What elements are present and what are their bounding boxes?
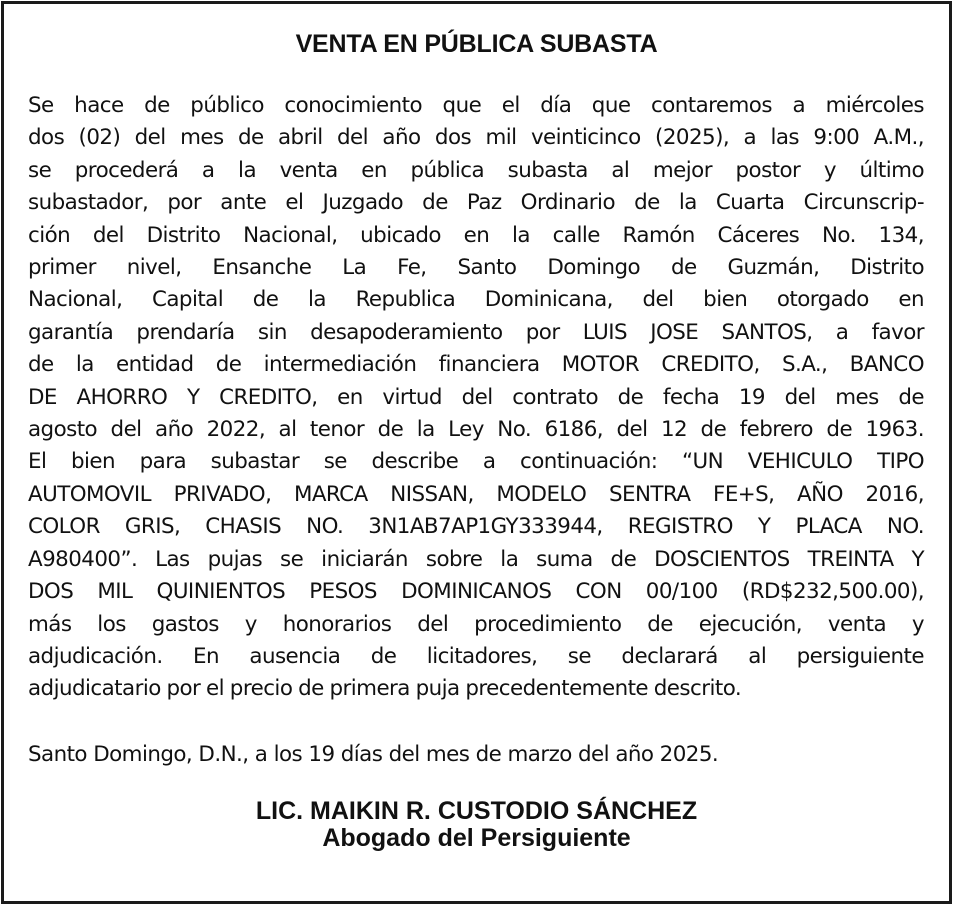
notice-body-line: dos (02) del mes de abril del año dos mil veinticinco (2025), a las 9:00 A.M., xyxy=(28,125,924,151)
notice-date-line: Santo Domingo, D.N., a los 19 días del mes de marzo del año 2025. xyxy=(28,742,719,767)
legal-notice-frame xyxy=(1,1,952,904)
notice-body-line: A980400”. Las pujas se iniciarán sobre la suma de DOSCIENTOS TREINTA Y xyxy=(28,546,924,572)
notice-body-line: adjudicatario por el precio de primera puja precedentemente descrito. xyxy=(28,676,742,702)
notice-body-line: Se hace de público conocimiento que el día que contaremos a miércoles xyxy=(28,93,924,118)
signature-name: LIC. MAIKIN R. CUSTODIO SÁNCHEZ xyxy=(255,797,698,825)
notice-body-line: AUTOMOVIL PRIVADO, MARCA NISSAN, MODELO SENTRA FE+S, AÑO 2016, xyxy=(28,481,924,507)
notice-body-line: garantía prendaría sin desapoderamiento por LUIS JOSE SANTOS, a favor xyxy=(28,319,924,345)
notice-body-line: agosto del año 2022, al tenor de la Ley No. 6186, del 12 de febrero de 1963. xyxy=(28,417,924,443)
notice-body-line: ción del Distrito Nacional, ubicado en la calle Ramón Cáceres No. 134, xyxy=(28,222,924,248)
notice-body-line: COLOR GRIS, CHASIS NO. 3N1AB7AP1GY333944, REGISTRO Y PLACA NO. xyxy=(28,514,924,540)
notice-body-line: de la entidad de intermediación financiera MOTOR CREDITO, S.A., BANCO xyxy=(28,352,924,378)
notice-body-line: primer nivel, Ensanche La Fe, Santo Domingo de Guzmán, Distrito xyxy=(28,255,924,281)
notice-body-line: DE AHORRO Y CREDITO, en virtud del contrato de fecha 19 del mes de xyxy=(28,384,924,410)
notice-title: VENTA EN PÚBLICA SUBASTA xyxy=(295,30,658,58)
notice-body xyxy=(28,90,924,706)
notice-body-line: adjudicación. En ausencia de licitadores, se declarará al persiguiente xyxy=(28,643,924,669)
notice-body-line: DOS MIL QUINIENTOS PESOS DOMINICANOS CON 00/100 (RD$232,500.00), xyxy=(28,579,924,605)
notice-body-line: El bien para subastar se describe a continuación: “UN VEHICULO TIPO xyxy=(28,449,924,475)
notice-body-line: más los gastos y honorarios del procedimiento de ejecución, venta y xyxy=(28,611,924,637)
signature-role: Abogado del Persiguiente xyxy=(322,824,631,852)
notice-body-line: Nacional, Capital de la Republica Dominicana, del bien otorgado en xyxy=(28,287,924,313)
notice-body-line: subastador, por ante el Juzgado de Paz Ordinario de la Cuarta Circunscrip- xyxy=(28,190,924,216)
notice-body-line: se procederá a la venta en pública subasta al mejor postor y último xyxy=(28,157,924,183)
